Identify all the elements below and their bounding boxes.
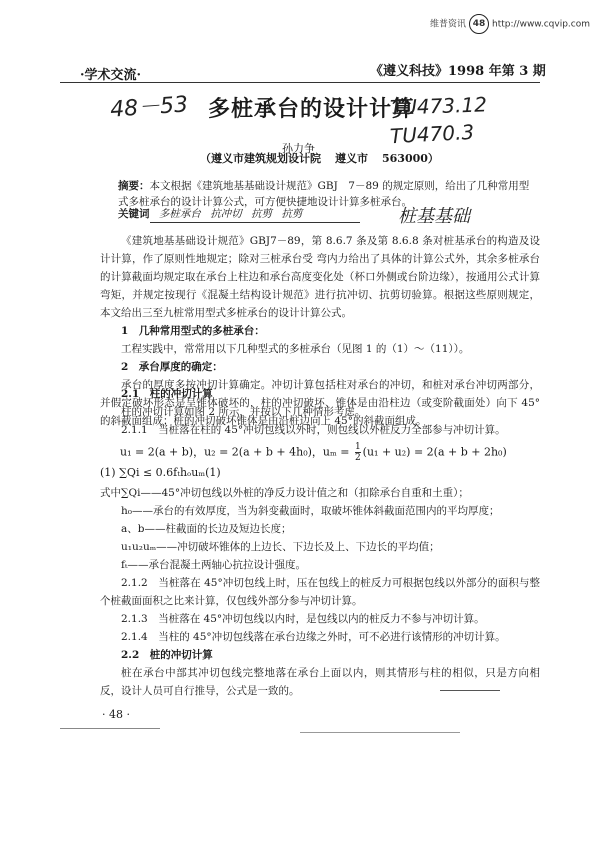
fraction: $\frac{1}{2}$	[354, 442, 361, 463]
body-cases	[100, 574, 540, 700]
symbol-definitions	[100, 484, 540, 574]
paragraph: 《建筑地基基础设计规范》GBJ7－89，第 8.6.7 条及第 8.6.8 条对桩基承台的构造及设计计算，作了原则性地规定；除对三桩承台受 弯内力给出了具体的计算公式外，其余多桩承台的计算截面均规定取在承台上柱边和承台高度变化处（杯口外侧或台阶边缘），按通用公式计算弯矩，并规定按现行《混凝土结构设计规范》进行抗冲切、抗剪切验算。根据这些原则规定，本文给出三至九桩常用型式多桩承台的设计计算公式。	[100, 235, 540, 319]
paragraph: 2.1.3 当桩落在 45°冲切包线以内时，是包线以内的桩反力不参与冲切计算。	[121, 613, 485, 625]
definition: u₁u₂uₘ——冲切破坏锥体的上边长、下边长及上、下边长的平均值；	[121, 541, 440, 553]
abstract: 摘要：本文根据《建筑地基基础设计规范》GBJ 7－89 的规定原则，给出了几种常用型式多桩承台的设计计算公式，可方便快捷地设计计算多桩承台。	[118, 180, 530, 208]
section-heading: 1 几种常用型式的多桩承台：	[121, 325, 265, 337]
watermark-stamp: 维普资讯 48 http://www.cqvip.com	[410, 14, 590, 34]
header-rule	[60, 82, 540, 83]
stamp-circle: 48	[469, 14, 489, 34]
paper-title: 多桩承台的设计计算	[208, 96, 416, 122]
definition: h₀——承台的有效厚度，当为斜变截面时，取破坏锥体斜截面范围内的平均厚度；	[121, 505, 500, 517]
scan-mark	[440, 690, 500, 691]
author: 孙力争	[282, 142, 315, 155]
body-case-1	[100, 421, 540, 439]
definition: fₜ——承台混凝土两轴心抗拉设计强度。	[121, 559, 306, 571]
journal-section: ·学术交流·	[80, 68, 142, 83]
perimeter-formula: u₁ = 2(a + b)，u₂ = 2(a + b + 4h₀)，uₘ = $\frac{1}{2}$ (u₁ + u₂) = 2(a + b + 2h₀)	[120, 442, 507, 463]
section-heading: 2.1 柱的冲切计算	[121, 388, 213, 400]
handwritten-keyword: 桩基基础	[398, 206, 470, 227]
keywords: 关键词 多桩承台 抗冲切 抗剪 抗剪	[118, 208, 303, 220]
paragraph: 2.1.2 当桩落在 45°冲切包线上时，压在包线上的桩反力可根据包线以外部分的面积与整个桩截面面积之比来计算，仅包线外部分参与冲切计算。	[100, 577, 540, 607]
punching-inequality: (1) ∑Qi ≤ 0.6fₜhₒuₘ(1)	[100, 466, 221, 479]
definition: a、b——柱截面的长边及短边长度；	[121, 523, 292, 535]
handwritten-pages: 48－53	[109, 92, 189, 123]
journal-issue: 《遵义科技》1998 年第 3 期	[370, 64, 546, 79]
scan-mark	[60, 728, 160, 729]
section-heading: 2 承台厚度的确定：	[121, 361, 223, 373]
paragraph: 2.1.1 当桩落在柱的 45°冲切包线以外时，则包线以外桩反力全部参与冲切计算。	[121, 424, 506, 436]
paragraph: 工程实践中，常常用以下几种型式的多桩承台（见图 1 的（1）～（11））。	[121, 343, 470, 355]
keyword-underline	[150, 222, 360, 223]
scan-mark	[300, 732, 460, 733]
paragraph: 承台的厚度多按冲切计算确定。冲切计算包括柱对承台的冲切，和桩对承台冲切两部分，并假定破坏形态是呈锥体破坏的，柱的冲切破坏、锥体是由沿柱边（或变阶截面处）向下 45°的斜截面组成；桩的冲切破坏锥体是由沿桩边向上 45°的斜截面组成。	[100, 379, 540, 427]
section-heading: 2.2 桩的冲切计算	[121, 649, 213, 661]
paragraph: 柱的冲切计算如图 2 所示，并按以下几种情形考虑。	[121, 406, 366, 418]
definition: 式中∑Qi——45°冲切包线以外桩的净反力设计值之和（扣除承台自重和土重）；	[100, 487, 469, 499]
handwritten-class-2: TU470.3	[389, 119, 475, 149]
body-punching	[100, 385, 540, 421]
affiliation: （遵义市建筑规划设计院 遵义市 563000）	[200, 152, 439, 165]
handwritten-class-1: TU473.12	[389, 92, 488, 120]
paragraph: 桩在承台中部其冲切包线完整地落在承台上面以内，则其情形与柱的相似，只是方向相反，设计人员可自行推导，公式是一致的。	[100, 667, 540, 697]
page-number: · 48 ·	[102, 708, 130, 721]
paragraph: 2.1.4 当柱的 45°冲切包线落在承台边缘之外时，可不必进行该情形的冲切计算。	[121, 631, 506, 643]
